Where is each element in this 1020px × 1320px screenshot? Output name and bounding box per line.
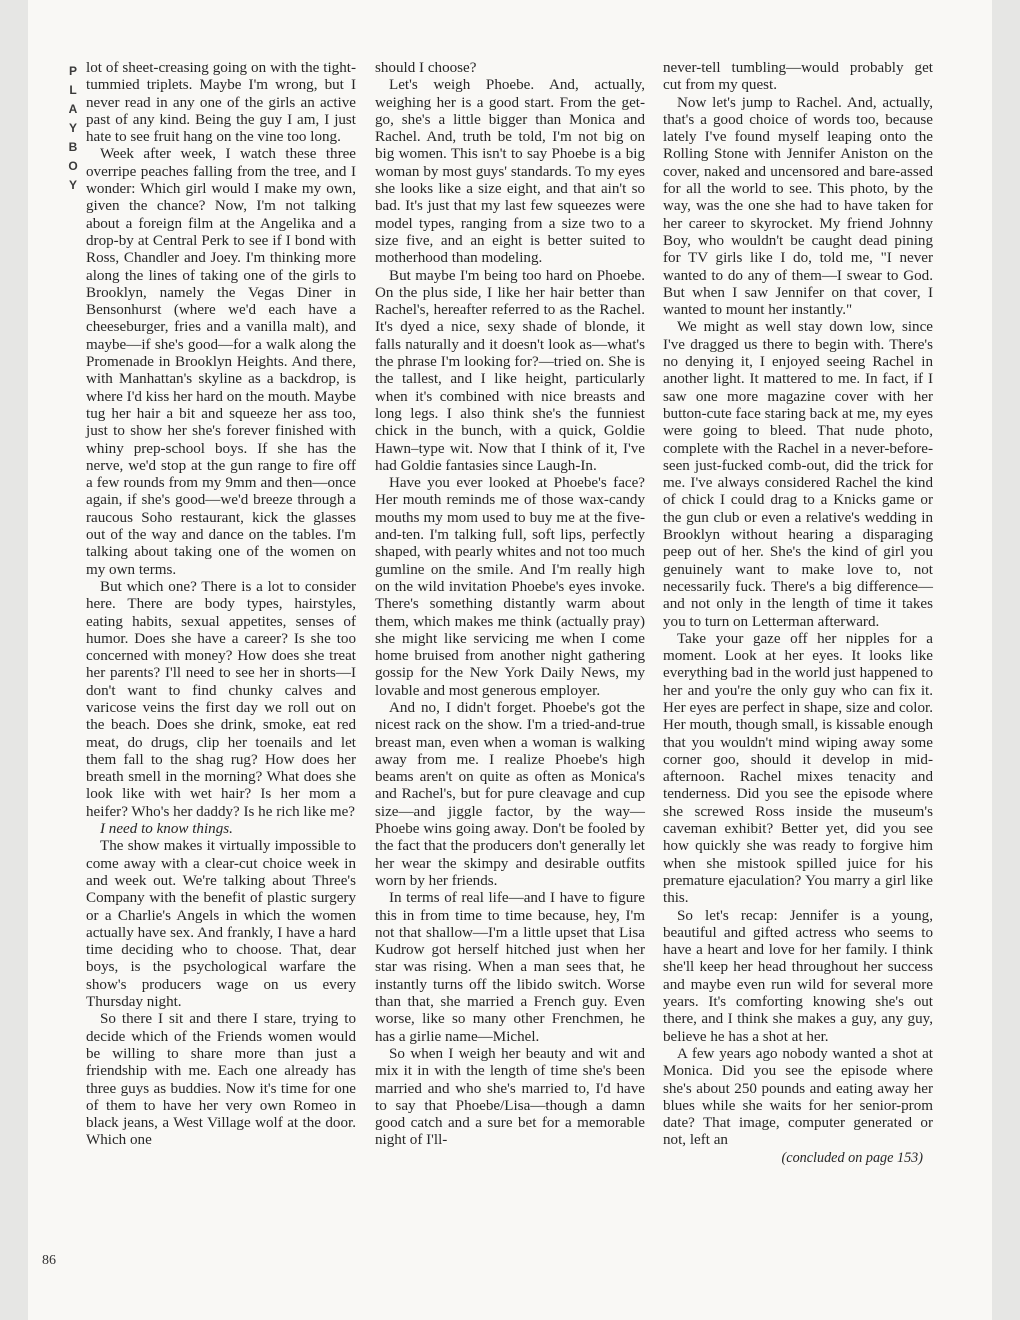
masthead-letter: Y [68,121,77,135]
masthead-letter: P [68,64,77,78]
masthead-letter: A [68,102,78,116]
text-column-2 [375,60,645,1150]
magazine-masthead [66,62,80,195]
italic-paragraph: I need to know things. [100,821,233,838]
magazine-page [28,0,992,1320]
paragraph: And no, I didn't forget. Phoebe's got the nicest rack on the show. I'm a tried-and-true breast man, even when a woman is walking away from me. I realize Phoebe's high beams aren't on quite as often as Monica's and Rachel's, but for pure cleavage and cup size—and jiggle factor, by the way—Phoebe wins going away. Don't be fooled by the fact that the producers don't generally let her wear the skimpy and desirable outfits worn by her friends. [375,699,645,889]
paragraph: So let's recap: Jennifer is a young, beautiful and gifted actress who seems to have a heart and love for her family. I think she'll keep her head throughout her success and maybe even run wild for several more years. It's comforting knowing she's out there, and I think she makes a guy, any guy, believe he has a shot at her. [663,907,933,1045]
paragraph: But which one? There is a lot to consider here. There are body types, hairstyles, eating habits, sexual appetites, senses of humor. Does she have a career? Is she too concerned with money? How does she treat her parents? I'll need to see her in shorts—I don't want to find chunky calves and varicose veins the first day we roll out on the beach. Does she drink, smoke, eat red meat, do drugs, clip her toenails and let them fall to the shag rug? How does her breath smell in the morning? What does she look like with wet hair? Is her mom a heifer? Who's her daddy? Is he rich like me? [86,578,356,820]
paragraph: Let's weigh Phoebe. And, actually, weighing her is a good start. From the get-go, she's a little bigger than Monica and Rachel. And, truth be told, I'm not big on big women. This isn't to say Phoebe is a big woman by most guys' standards. To my eyes she looks like a size eight, and that ain't so bad. It's just that my last few squeezes were model types, ranging from a size two to a size five, and an eight is better suited to motherhood than modeling. [375,77,645,267]
page-number: 86 [42,1253,56,1268]
text-column-3 [663,60,933,1167]
paragraph: So there I sit and there I stare, trying to decide which of the Friends women would be willing to share more than just a friendship with me. Each one already has three guys as buddies. Now it's time for one of them to have her very own Romeo in black jeans, a West Village wolf at the door. Which one [86,1011,356,1149]
paragraph: But maybe I'm being too hard on Phoebe. On the plus side, I like her hair better than Rachel's, hereafter referred to as the Rachel. It's dyed a nice, sexy shade of blonde, it falls naturally and it doesn't look as—what's the phrase I'm looking for?—tried on. She is the tallest, and I like height, particularly when it's combined with nice breasts and long legs. I also think she's the funniest chick in the bunch, with a quick, Goldie Hawn–type wit. Now that I think of it, I've had Goldie fantasies since Laugh-In. [375,267,645,474]
continuation-note: (concluded on page 153) [781,1149,923,1166]
paragraph: We might as well stay down low, since I've dragged us there to begin with. There's no denying it, I enjoyed seeing Rachel in another light. It mattered to me. In fact, if I saw one more magazine cover with her button-cute face staring back at me, my eyes were going to bleed. That nude photo, complete with the Rachel in a never-before-seen just-fucked comb-out, did the trick for me. I've always considered Rachel the kind of chick I could drag to a Knicks game or the gun club or even a relative's wedding in Brooklyn without hearing a disparaging peep out of her. She's the kind of girl you genuinely want to make love to, not necessarily fuck. There's a big difference—and not only in the length of time it takes you to turn on Letterman afterward. [663,319,933,630]
masthead-letter: L [69,83,77,97]
paragraph: Now let's jump to Rachel. And, actually, that's a good choice of words too, because lately I've found myself leaping onto the Rolling Stone with Jennifer Aniston on the cover, naked and uncensored and bare-assed for all the world to see. This photo, by the way, was the one she had to have taken for her career to skyrocket. My friend Johnny Boy, who wouldn't be caught dead pining for TV girls like I do, told me, "I never wanted to do any of them—I swear to God. But when I saw Jennifer on that cover, I wanted to mount her instantly." [663,94,933,319]
paragraph: Have you ever looked at Phoebe's face? Her mouth reminds me of those wax-candy mouths my mom used to buy me at the five-and-ten. I'm talking full, soft lips, perfectly shaped, with pearly whites and not too much gumline on the smile. And I'm really high on the wild invitation Phoebe's eyes invoke. There's something distantly warm about them, which makes me think (actually pray) she might like servicing me when I come home bruised from another night gathering gossip for the New York Daily News, my lovable and most generous employer. [375,475,645,699]
paragraph: Week after week, I watch these three overripe peaches falling from the tree, and I wonder: Which girl would I make my own, given the chance? Now, I'm not talking about a foreign film at the Angelika and a drop-by at Central Perk to see if I bond with Ross, Chandler and Joey. I'm thinking more along the lines of taking one of the girls to Brooklyn, namely the Vegas Diner in Bensonhurst (where we'd each have a cheeseburger, fries and a vanilla malt), and maybe—if she's good—for a walk along the Promenade in Brooklyn Heights. And there, with Manhattan's skyline as a backdrop, is where I'd kiss her hard on the mouth. Maybe tug her hair a bit and squeeze her ass too, just to show her she's forever finished with whiny prep-school boys. If she has the nerve, we'd stop at the gun range to fire off a few rounds from my 9mm and then—once again, if she's good—we'd breeze through a raucous Soho restaurant, kick the glasses out of the way and dance on the tables. I'm talking about taking one of the women on my own terms. [86,146,356,578]
masthead-letter: Y [68,178,77,192]
paragraph: The show makes it virtually impossible to come away with a clear-cut choice week in and week out. We're talking about Three's Company with the benefit of plastic surgery or a Charlie's Angels in which the women actually have sex. And frankly, I have a hard time deciding who to choose. That, dear boys, is the psychological warfare the show's producers wage on us every Thursday night. [86,838,356,1011]
paragraph: lot of sheet-creasing going on with the tight-tummied triplets. Maybe I'm wrong, but I never read in any one of the girls an active past of any kind. Being the guy I am, I just hate to see fruit hang on the vine too long. [86,60,356,146]
paragraph: Take your gaze off her nipples for a moment. Look at her eyes. It looks like everything bad in the world just happened to her and you're the only guy who can fix it. Her eyes are perfect in shape, size and color. Her mouth, though small, is kissable enough that you wouldn't mind wiping away some corner goo, should it develop in mid-afternoon. Rachel mixes tenacity and tenderness. Did you see the episode where she screwed Ross inside the museum's caveman exhibit? Better yet, did you see how quickly she was ready to forgive him when she mistook spilled juice for his premature ejaculation? You marry a girl like this. [663,630,933,907]
text-column-1 [86,60,356,1150]
masthead-letter: O [68,159,78,173]
paragraph: In terms of real life—and I have to figure this in from time to time because, hey, I'm not that shallow—I'm a little upset that Lisa Kudrow got herself hitched just when her star was rising. When a man sees that, he instantly turns off the libido switch. Worse than that, she married a French guy. Even worse, like so many other Frenchmen, he has a girlie name—Michel. [375,890,645,1045]
paragraph: So when I weigh her beauty and wit and mix it in with the length of time she's been married and who she's married to, I'd have to say that Phoebe/Lisa—though a damn good catch and a sure bet for a memorable night of I'll- [375,1045,645,1149]
paragraph: A few years ago nobody wanted a shot at Monica. Did you see the episode where she's about 250 pounds and eating away her blues while she waits for her senior-prom date? That image, computer generated or not, left an [663,1045,933,1149]
paragraph: should I choose? [375,60,477,76]
paragraph: never-tell tumbling—would probably get cut from my quest. [663,60,933,94]
masthead-letter: B [68,140,78,154]
